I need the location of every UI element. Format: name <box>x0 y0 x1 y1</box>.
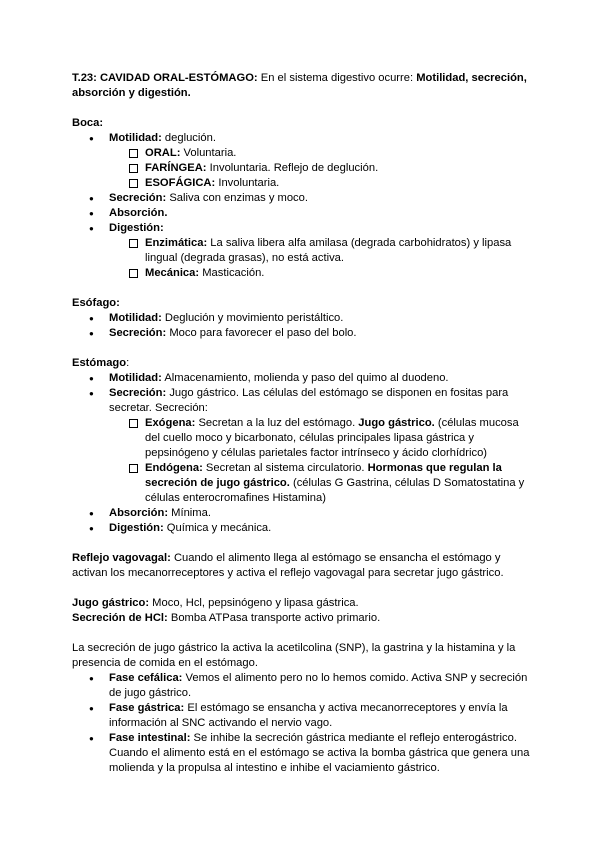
list-item: ● Motilidad: deglución. <box>72 131 532 146</box>
list-item: ● Fase cefálica: Vemos el alimento pero no lo hemos comido. Activa SNP y secreción de jugo gástrico. <box>72 671 532 701</box>
list-item: ● Motilidad: Almacenamiento, molienda y paso del quimo al duodeno. <box>72 371 532 386</box>
boca-list <box>72 131 532 281</box>
checkbox-item: ESOFÁGICA: Involuntaria. <box>72 176 532 191</box>
checkbox-icon[interactable] <box>129 179 138 188</box>
reflejo-paragraph: Reflejo vagovagal: Cuando el alimento llega al estómago se ensancha el estómago y activan los mecanorreceptores y activa el reflejo vagovagal para secretar jugo gástrico. <box>72 552 504 579</box>
estomago-list <box>72 371 532 536</box>
fases-list <box>72 671 532 776</box>
secrecion-intro: La secreción de jugo gástrico la activa la acetilcolina (SNP), la gastrina y la histamina y la presencia de comida en el estómago. <box>72 642 516 669</box>
esofago-list <box>72 311 532 341</box>
list-item: ● Secreción: Saliva con enzimas y moco. <box>72 191 532 206</box>
section-heading-esofago: Esófago: <box>72 297 120 309</box>
list-item: ● Fase gástrica: El estómago se ensancha y activa mecanorreceptores y envía la información al SNC activando el nervio vago. <box>72 701 532 731</box>
checkbox-icon[interactable] <box>129 164 138 173</box>
list-item: ● Secreción: Jugo gástrico. Las células del estómago se disponen en fositas para secretar. Secreción: <box>72 386 532 416</box>
list-item: ● Fase intestinal: Se inhibe la secreción gástrica mediante el reflejo enterogástrico. Cuando el alimento está en el estómago se activa la bomba gástrica que genera una molienda y la propulsa al intestino e inhibe el vaciamiento gástrico. <box>72 731 532 776</box>
jugo-paragraph: Jugo gástrico: Moco, Hcl, pepsinógeno y lipasa gástrica. <box>72 597 359 609</box>
checkbox-item: ORAL: Voluntaria. <box>72 146 532 161</box>
list-item: ● Secreción: Moco para favorecer el paso del bolo. <box>72 326 532 341</box>
list-item: ● Motilidad: Deglución y movimiento peristáltico. <box>72 311 532 326</box>
checkbox-icon[interactable] <box>129 269 138 278</box>
checkbox-item: FARÍNGEA: Involuntaria. Reflejo de deglución. <box>72 161 532 176</box>
list-item: ● Absorción. <box>72 206 532 221</box>
section-heading-estomago: Estómago: <box>72 357 130 369</box>
checkbox-item: Mecánica: Masticación. <box>72 266 532 281</box>
checkbox-icon[interactable] <box>129 239 138 248</box>
checkbox-icon[interactable] <box>129 149 138 158</box>
title-paragraph: T.23: CAVIDAD ORAL-ESTÓMAGO: En el sistema digestivo ocurre: Motilidad, secreción, absorción y digestión. <box>72 72 527 99</box>
list-item: ● Digestión: Química y mecánica. <box>72 521 532 536</box>
document-page <box>72 71 532 776</box>
section-heading-boca: Boca: <box>72 117 104 129</box>
hcl-paragraph: Secreción de HCl: Bomba ATPasa transporte activo primario. <box>72 612 381 624</box>
title-heading: T.23: CAVIDAD ORAL-ESTÓMAGO: <box>72 72 258 84</box>
list-item: ● Absorción: Mínima. <box>72 506 532 521</box>
checkbox-item: Enzimática: La saliva libera alfa amilasa (degrada carbohidratos) y lipasa lingual (degrada grasas), no está activa. <box>72 236 532 266</box>
checkbox-item: Exógena: Secretan a la luz del estómago. Jugo gástrico. (células mucosa del cuello moco y bicarbonato, células principales lipasa gástrica y pepsinógeno y células parietales factor intrínseco y ácido clorhídrico) <box>72 416 532 461</box>
checkbox-icon[interactable] <box>129 464 138 473</box>
checkbox-icon[interactable] <box>129 419 138 428</box>
checkbox-item: Endógena: Secretan al sistema circulatorio. Hormonas que regulan la secreción de jugo gástrico. (células G Gastrina, células D Somatostatina y células enterocromafines Histamina) <box>72 461 532 506</box>
list-item: ● Digestión: <box>72 221 532 236</box>
